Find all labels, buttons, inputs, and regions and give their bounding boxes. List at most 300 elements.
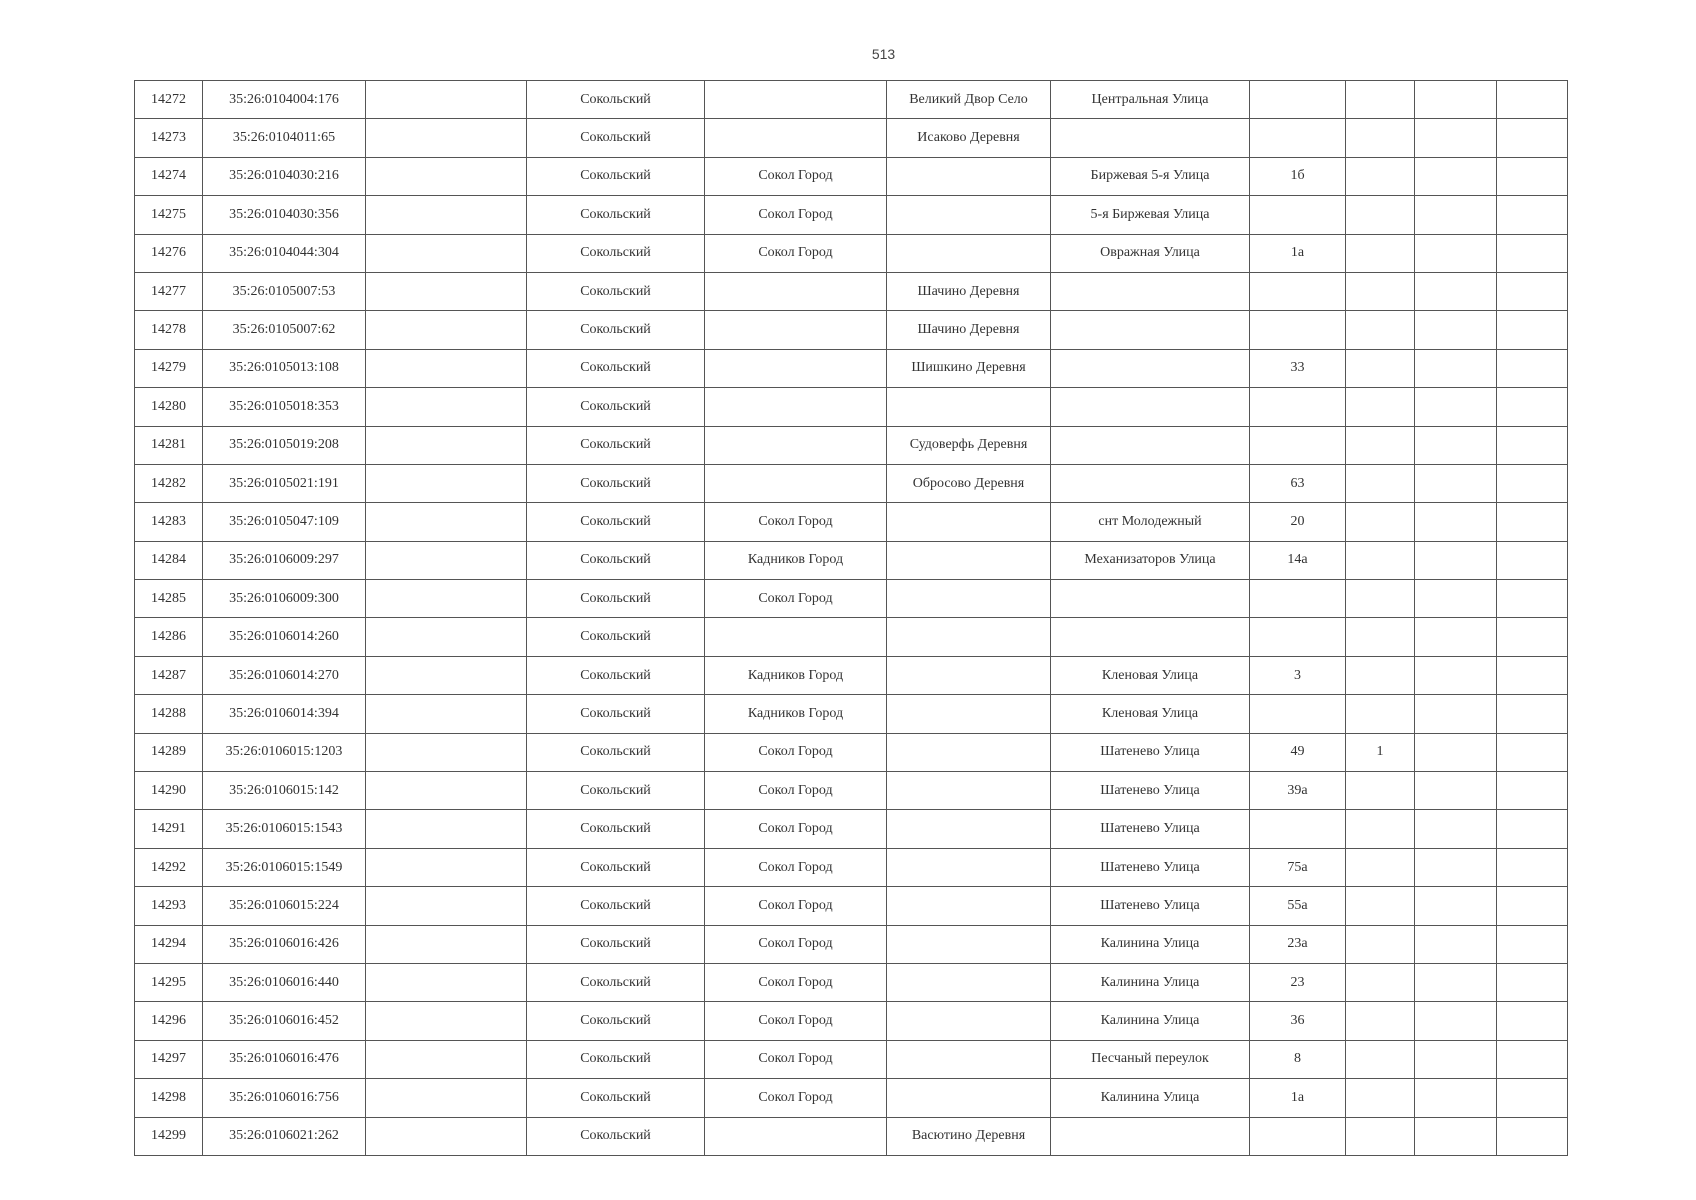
street-cell bbox=[1051, 1117, 1250, 1155]
city-cell: Сокол Город bbox=[705, 733, 887, 771]
street-cell: Биржевая 5-я Улица bbox=[1051, 157, 1250, 195]
settlement-cell: Васютино Деревня bbox=[887, 1117, 1051, 1155]
building-cell: 1 bbox=[1346, 733, 1415, 771]
house-cell bbox=[1250, 426, 1346, 464]
district-cell: Сокольский bbox=[527, 541, 705, 579]
apartment-cell bbox=[1415, 196, 1497, 234]
city-cell: Сокол Город bbox=[705, 963, 887, 1001]
settlement-cell bbox=[887, 1079, 1051, 1117]
blank-cell bbox=[366, 580, 527, 618]
settlement-cell bbox=[887, 157, 1051, 195]
street-cell: Кленовая Улица bbox=[1051, 695, 1250, 733]
cadastral-number-cell: 35:26:0106016:426 bbox=[203, 925, 366, 963]
table-row bbox=[135, 541, 1568, 579]
apartment-cell bbox=[1415, 541, 1497, 579]
record-number-cell: 14291 bbox=[135, 810, 203, 848]
house-cell bbox=[1250, 388, 1346, 426]
building-cell bbox=[1346, 541, 1415, 579]
district-cell: Сокольский bbox=[527, 695, 705, 733]
city-cell bbox=[705, 618, 887, 656]
city-cell bbox=[705, 388, 887, 426]
apartment-cell bbox=[1415, 848, 1497, 886]
street-cell: Центральная Улица bbox=[1051, 81, 1250, 119]
settlement-cell bbox=[887, 580, 1051, 618]
street-cell bbox=[1051, 349, 1250, 387]
building-cell bbox=[1346, 848, 1415, 886]
apartment-cell bbox=[1415, 1040, 1497, 1078]
extra-cell bbox=[1497, 311, 1568, 349]
record-number-cell: 14282 bbox=[135, 464, 203, 502]
blank-cell bbox=[366, 426, 527, 464]
record-number-cell: 14289 bbox=[135, 733, 203, 771]
district-cell: Сокольский bbox=[527, 464, 705, 502]
extra-cell bbox=[1497, 656, 1568, 694]
extra-cell bbox=[1497, 234, 1568, 272]
table-row bbox=[135, 848, 1568, 886]
district-cell: Сокольский bbox=[527, 196, 705, 234]
extra-cell bbox=[1497, 963, 1568, 1001]
street-cell bbox=[1051, 311, 1250, 349]
record-number-cell: 14276 bbox=[135, 234, 203, 272]
extra-cell bbox=[1497, 1117, 1568, 1155]
cadastral-number-cell: 35:26:0106016:452 bbox=[203, 1002, 366, 1040]
extra-cell bbox=[1497, 157, 1568, 195]
blank-cell bbox=[366, 733, 527, 771]
table-row bbox=[135, 234, 1568, 272]
house-cell: 36 bbox=[1250, 1002, 1346, 1040]
table-row bbox=[135, 695, 1568, 733]
street-cell bbox=[1051, 119, 1250, 157]
cadastral-number-cell: 35:26:0106016:476 bbox=[203, 1040, 366, 1078]
street-cell: Калинина Улица bbox=[1051, 925, 1250, 963]
table-row bbox=[135, 196, 1568, 234]
table-row bbox=[135, 618, 1568, 656]
cadastral-number-cell: 35:26:0106014:394 bbox=[203, 695, 366, 733]
street-cell bbox=[1051, 272, 1250, 310]
city-cell: Сокол Город bbox=[705, 925, 887, 963]
street-cell: Шатенево Улица bbox=[1051, 848, 1250, 886]
cadastral-number-cell: 35:26:0106015:1549 bbox=[203, 848, 366, 886]
extra-cell bbox=[1497, 810, 1568, 848]
blank-cell bbox=[366, 81, 527, 119]
district-cell: Сокольский bbox=[527, 887, 705, 925]
apartment-cell bbox=[1415, 426, 1497, 464]
apartment-cell bbox=[1415, 618, 1497, 656]
table-row bbox=[135, 733, 1568, 771]
building-cell bbox=[1346, 963, 1415, 1001]
apartment-cell bbox=[1415, 464, 1497, 502]
settlement-cell: Обросово Деревня bbox=[887, 464, 1051, 502]
house-cell bbox=[1250, 618, 1346, 656]
city-cell: Сокол Город bbox=[705, 810, 887, 848]
blank-cell bbox=[366, 887, 527, 925]
blank-cell bbox=[366, 272, 527, 310]
apartment-cell bbox=[1415, 119, 1497, 157]
city-cell: Сокол Город bbox=[705, 196, 887, 234]
district-cell: Сокольский bbox=[527, 272, 705, 310]
settlement-cell: Шишкино Деревня bbox=[887, 349, 1051, 387]
extra-cell bbox=[1497, 887, 1568, 925]
blank-cell bbox=[366, 541, 527, 579]
street-cell bbox=[1051, 388, 1250, 426]
record-number-cell: 14280 bbox=[135, 388, 203, 426]
record-number-cell: 14279 bbox=[135, 349, 203, 387]
table-row bbox=[135, 81, 1568, 119]
house-cell: 20 bbox=[1250, 503, 1346, 541]
street-cell: Кленовая Улица bbox=[1051, 656, 1250, 694]
city-cell bbox=[705, 349, 887, 387]
extra-cell bbox=[1497, 541, 1568, 579]
district-cell: Сокольский bbox=[527, 426, 705, 464]
district-cell: Сокольский bbox=[527, 234, 705, 272]
apartment-cell bbox=[1415, 580, 1497, 618]
settlement-cell bbox=[887, 196, 1051, 234]
blank-cell bbox=[366, 772, 527, 810]
street-cell bbox=[1051, 580, 1250, 618]
extra-cell bbox=[1497, 388, 1568, 426]
city-cell bbox=[705, 1117, 887, 1155]
apartment-cell bbox=[1415, 388, 1497, 426]
record-number-cell: 14273 bbox=[135, 119, 203, 157]
cadastral-number-cell: 35:26:0105018:353 bbox=[203, 388, 366, 426]
cadastral-number-cell: 35:26:0105019:208 bbox=[203, 426, 366, 464]
settlement-cell bbox=[887, 618, 1051, 656]
house-cell: 1б bbox=[1250, 157, 1346, 195]
settlement-cell bbox=[887, 656, 1051, 694]
blank-cell bbox=[366, 311, 527, 349]
apartment-cell bbox=[1415, 1002, 1497, 1040]
apartment-cell bbox=[1415, 925, 1497, 963]
settlement-cell bbox=[887, 848, 1051, 886]
house-cell bbox=[1250, 119, 1346, 157]
district-cell: Сокольский bbox=[527, 1117, 705, 1155]
apartment-cell bbox=[1415, 695, 1497, 733]
cadastral-number-cell: 35:26:0106015:1543 bbox=[203, 810, 366, 848]
extra-cell bbox=[1497, 426, 1568, 464]
city-cell bbox=[705, 272, 887, 310]
extra-cell bbox=[1497, 618, 1568, 656]
house-cell: 33 bbox=[1250, 349, 1346, 387]
building-cell bbox=[1346, 1002, 1415, 1040]
extra-cell bbox=[1497, 695, 1568, 733]
house-cell bbox=[1250, 1117, 1346, 1155]
apartment-cell bbox=[1415, 272, 1497, 310]
table-row bbox=[135, 1040, 1568, 1078]
apartment-cell bbox=[1415, 656, 1497, 694]
settlement-cell: Шачино Деревня bbox=[887, 272, 1051, 310]
table-row bbox=[135, 272, 1568, 310]
record-number-cell: 14281 bbox=[135, 426, 203, 464]
city-cell: Сокол Город bbox=[705, 887, 887, 925]
settlement-cell bbox=[887, 772, 1051, 810]
house-cell: 1а bbox=[1250, 234, 1346, 272]
city-cell: Сокол Город bbox=[705, 1079, 887, 1117]
district-cell: Сокольский bbox=[527, 1002, 705, 1040]
table-row bbox=[135, 157, 1568, 195]
table-row bbox=[135, 580, 1568, 618]
blank-cell bbox=[366, 963, 527, 1001]
cadastral-number-cell: 35:26:0105047:109 bbox=[203, 503, 366, 541]
record-number-cell: 14274 bbox=[135, 157, 203, 195]
blank-cell bbox=[366, 157, 527, 195]
city-cell: Сокол Город bbox=[705, 848, 887, 886]
building-cell bbox=[1346, 464, 1415, 502]
table-row bbox=[135, 503, 1568, 541]
table-row bbox=[135, 464, 1568, 502]
table-row bbox=[135, 1002, 1568, 1040]
apartment-cell bbox=[1415, 311, 1497, 349]
apartment-cell bbox=[1415, 887, 1497, 925]
blank-cell bbox=[366, 656, 527, 694]
extra-cell bbox=[1497, 349, 1568, 387]
building-cell bbox=[1346, 311, 1415, 349]
blank-cell bbox=[366, 503, 527, 541]
cadastral-number-cell: 35:26:0106015:224 bbox=[203, 887, 366, 925]
settlement-cell bbox=[887, 733, 1051, 771]
blank-cell bbox=[366, 618, 527, 656]
building-cell bbox=[1346, 388, 1415, 426]
house-cell: 23а bbox=[1250, 925, 1346, 963]
registry-body bbox=[135, 81, 1568, 1156]
record-number-cell: 14288 bbox=[135, 695, 203, 733]
cadastral-number-cell: 35:26:0106015:142 bbox=[203, 772, 366, 810]
city-cell: Кадников Город bbox=[705, 656, 887, 694]
cadastral-number-cell: 35:26:0105021:191 bbox=[203, 464, 366, 502]
record-number-cell: 14295 bbox=[135, 963, 203, 1001]
settlement-cell bbox=[887, 695, 1051, 733]
cadastral-number-cell: 35:26:0105007:53 bbox=[203, 272, 366, 310]
house-cell bbox=[1250, 196, 1346, 234]
table-row bbox=[135, 963, 1568, 1001]
extra-cell bbox=[1497, 1002, 1568, 1040]
table-row bbox=[135, 388, 1568, 426]
city-cell: Кадников Город bbox=[705, 541, 887, 579]
blank-cell bbox=[366, 1002, 527, 1040]
cadastral-number-cell: 35:26:0105013:108 bbox=[203, 349, 366, 387]
cadastral-number-cell: 35:26:0106016:440 bbox=[203, 963, 366, 1001]
blank-cell bbox=[366, 119, 527, 157]
cadastral-number-cell: 35:26:0106009:297 bbox=[203, 541, 366, 579]
settlement-cell: Великий Двор Село bbox=[887, 81, 1051, 119]
table-row bbox=[135, 887, 1568, 925]
blank-cell bbox=[366, 349, 527, 387]
street-cell: 5-я Биржевая Улица bbox=[1051, 196, 1250, 234]
house-cell: 63 bbox=[1250, 464, 1346, 502]
cadastral-number-cell: 35:26:0106016:756 bbox=[203, 1079, 366, 1117]
cadastral-number-cell: 35:26:0104004:176 bbox=[203, 81, 366, 119]
building-cell bbox=[1346, 1117, 1415, 1155]
house-cell: 14а bbox=[1250, 541, 1346, 579]
cadastral-number-cell: 35:26:0104030:216 bbox=[203, 157, 366, 195]
building-cell bbox=[1346, 234, 1415, 272]
cadastral-number-cell: 35:26:0104011:65 bbox=[203, 119, 366, 157]
record-number-cell: 14297 bbox=[135, 1040, 203, 1078]
cadastral-number-cell: 35:26:0106014:260 bbox=[203, 618, 366, 656]
district-cell: Сокольский bbox=[527, 925, 705, 963]
district-cell: Сокольский bbox=[527, 388, 705, 426]
record-number-cell: 14293 bbox=[135, 887, 203, 925]
building-cell bbox=[1346, 503, 1415, 541]
street-cell: Песчаный переулок bbox=[1051, 1040, 1250, 1078]
table-row bbox=[135, 1117, 1568, 1155]
building-cell bbox=[1346, 1079, 1415, 1117]
table-row bbox=[135, 810, 1568, 848]
registry-table bbox=[134, 80, 1568, 1156]
street-cell: Шатенево Улица bbox=[1051, 810, 1250, 848]
city-cell: Сокол Город bbox=[705, 157, 887, 195]
district-cell: Сокольский bbox=[527, 848, 705, 886]
building-cell bbox=[1346, 772, 1415, 810]
table-row bbox=[135, 1079, 1568, 1117]
city-cell: Сокол Город bbox=[705, 503, 887, 541]
district-cell: Сокольский bbox=[527, 1040, 705, 1078]
extra-cell bbox=[1497, 81, 1568, 119]
cadastral-number-cell: 35:26:0106009:300 bbox=[203, 580, 366, 618]
house-cell bbox=[1250, 580, 1346, 618]
extra-cell bbox=[1497, 580, 1568, 618]
extra-cell bbox=[1497, 733, 1568, 771]
record-number-cell: 14299 bbox=[135, 1117, 203, 1155]
blank-cell bbox=[366, 848, 527, 886]
district-cell: Сокольский bbox=[527, 618, 705, 656]
city-cell: Сокол Город bbox=[705, 234, 887, 272]
settlement-cell bbox=[887, 388, 1051, 426]
city-cell bbox=[705, 119, 887, 157]
city-cell bbox=[705, 464, 887, 502]
building-cell bbox=[1346, 1040, 1415, 1078]
record-number-cell: 14294 bbox=[135, 925, 203, 963]
record-number-cell: 14284 bbox=[135, 541, 203, 579]
record-number-cell: 14278 bbox=[135, 311, 203, 349]
house-cell: 1а bbox=[1250, 1079, 1346, 1117]
district-cell: Сокольский bbox=[527, 311, 705, 349]
table-row bbox=[135, 311, 1568, 349]
settlement-cell bbox=[887, 810, 1051, 848]
street-cell: Калинина Улица bbox=[1051, 1079, 1250, 1117]
street-cell bbox=[1051, 464, 1250, 502]
table-row bbox=[135, 772, 1568, 810]
city-cell: Сокол Город bbox=[705, 580, 887, 618]
settlement-cell: Исаково Деревня bbox=[887, 119, 1051, 157]
district-cell: Сокольский bbox=[527, 772, 705, 810]
district-cell: Сокольский bbox=[527, 1079, 705, 1117]
apartment-cell bbox=[1415, 81, 1497, 119]
city-cell bbox=[705, 81, 887, 119]
apartment-cell bbox=[1415, 963, 1497, 1001]
extra-cell bbox=[1497, 119, 1568, 157]
house-cell: 49 bbox=[1250, 733, 1346, 771]
blank-cell bbox=[366, 1117, 527, 1155]
blank-cell bbox=[366, 695, 527, 733]
street-cell: Калинина Улица bbox=[1051, 1002, 1250, 1040]
cadastral-number-cell: 35:26:0105007:62 bbox=[203, 311, 366, 349]
house-cell bbox=[1250, 81, 1346, 119]
extra-cell bbox=[1497, 503, 1568, 541]
settlement-cell bbox=[887, 925, 1051, 963]
extra-cell bbox=[1497, 925, 1568, 963]
district-cell: Сокольский bbox=[527, 963, 705, 1001]
record-number-cell: 14277 bbox=[135, 272, 203, 310]
building-cell bbox=[1346, 656, 1415, 694]
building-cell bbox=[1346, 157, 1415, 195]
building-cell bbox=[1346, 81, 1415, 119]
apartment-cell bbox=[1415, 157, 1497, 195]
settlement-cell bbox=[887, 887, 1051, 925]
district-cell: Сокольский bbox=[527, 733, 705, 771]
cadastral-number-cell: 35:26:0106021:262 bbox=[203, 1117, 366, 1155]
building-cell bbox=[1346, 196, 1415, 234]
street-cell: Шатенево Улица bbox=[1051, 772, 1250, 810]
extra-cell bbox=[1497, 772, 1568, 810]
city-cell: Кадников Город bbox=[705, 695, 887, 733]
house-cell: 23 bbox=[1250, 963, 1346, 1001]
extra-cell bbox=[1497, 272, 1568, 310]
settlement-cell bbox=[887, 963, 1051, 1001]
blank-cell bbox=[366, 464, 527, 502]
house-cell: 55а bbox=[1250, 887, 1346, 925]
building-cell bbox=[1346, 349, 1415, 387]
street-cell: Калинина Улица bbox=[1051, 963, 1250, 1001]
district-cell: Сокольский bbox=[527, 81, 705, 119]
house-cell: 39а bbox=[1250, 772, 1346, 810]
page-number: 513 bbox=[871, 46, 896, 62]
building-cell bbox=[1346, 119, 1415, 157]
record-number-cell: 14275 bbox=[135, 196, 203, 234]
record-number-cell: 14272 bbox=[135, 81, 203, 119]
building-cell bbox=[1346, 695, 1415, 733]
street-cell: Механизаторов Улица bbox=[1051, 541, 1250, 579]
record-number-cell: 14285 bbox=[135, 580, 203, 618]
house-cell: 75а bbox=[1250, 848, 1346, 886]
blank-cell bbox=[366, 234, 527, 272]
blank-cell bbox=[366, 925, 527, 963]
record-number-cell: 14298 bbox=[135, 1079, 203, 1117]
street-cell bbox=[1051, 426, 1250, 464]
extra-cell bbox=[1497, 1040, 1568, 1078]
apartment-cell bbox=[1415, 1117, 1497, 1155]
district-cell: Сокольский bbox=[527, 580, 705, 618]
record-number-cell: 14292 bbox=[135, 848, 203, 886]
city-cell bbox=[705, 426, 887, 464]
street-cell bbox=[1051, 618, 1250, 656]
street-cell: Овражная Улица bbox=[1051, 234, 1250, 272]
blank-cell bbox=[366, 810, 527, 848]
building-cell bbox=[1346, 810, 1415, 848]
blank-cell bbox=[366, 1040, 527, 1078]
cadastral-number-cell: 35:26:0106015:1203 bbox=[203, 733, 366, 771]
extra-cell bbox=[1497, 1079, 1568, 1117]
settlement-cell: Судоверфь Деревня bbox=[887, 426, 1051, 464]
settlement-cell bbox=[887, 503, 1051, 541]
cadastral-number-cell: 35:26:0104044:304 bbox=[203, 234, 366, 272]
district-cell: Сокольский bbox=[527, 810, 705, 848]
building-cell bbox=[1346, 272, 1415, 310]
building-cell bbox=[1346, 580, 1415, 618]
building-cell bbox=[1346, 887, 1415, 925]
extra-cell bbox=[1497, 464, 1568, 502]
settlement-cell bbox=[887, 541, 1051, 579]
house-cell bbox=[1250, 311, 1346, 349]
record-number-cell: 14286 bbox=[135, 618, 203, 656]
table-row bbox=[135, 656, 1568, 694]
table-row bbox=[135, 349, 1568, 387]
city-cell: Сокол Город bbox=[705, 1002, 887, 1040]
district-cell: Сокольский bbox=[527, 349, 705, 387]
district-cell: Сокольский bbox=[527, 503, 705, 541]
settlement-cell bbox=[887, 1002, 1051, 1040]
blank-cell bbox=[366, 388, 527, 426]
extra-cell bbox=[1497, 848, 1568, 886]
